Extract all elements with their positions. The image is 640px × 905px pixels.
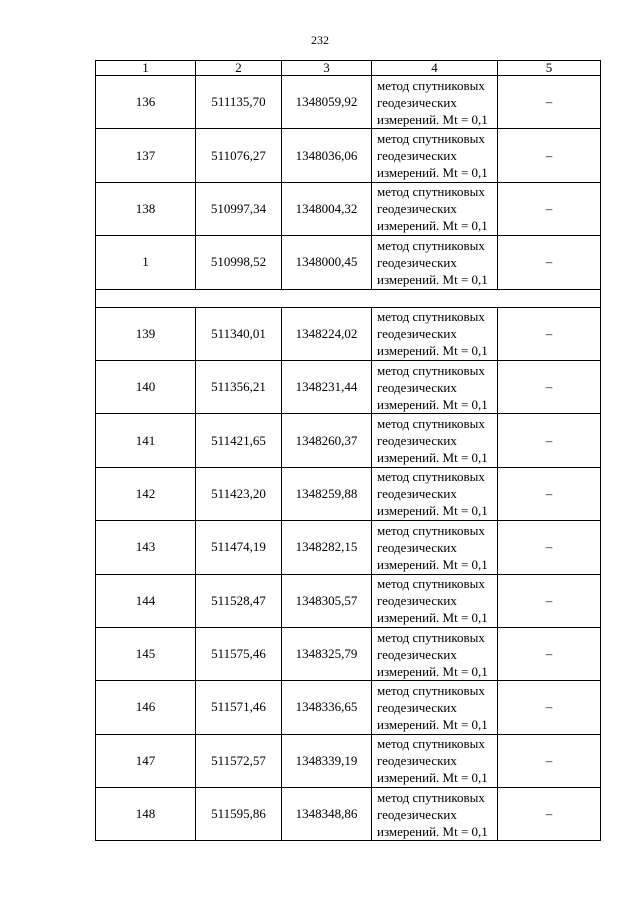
- note-cell: –: [498, 734, 601, 787]
- method-text-line: измерений. Mt = 0,1: [377, 343, 488, 359]
- method-cell: [372, 182, 498, 235]
- table-row: [96, 182, 601, 235]
- method-text-line: метод спутниковых: [377, 184, 485, 200]
- x-coordinate-cell: 511340,01: [196, 307, 282, 360]
- y-coordinate-cell: 1348336,65: [282, 681, 372, 734]
- method-cell: [372, 414, 498, 467]
- table-row: [96, 734, 601, 787]
- point-number-cell: 145: [96, 627, 196, 680]
- column-header: 2: [196, 61, 282, 76]
- note-cell: –: [498, 521, 601, 574]
- method-cell: [372, 627, 498, 680]
- x-coordinate-cell: 511595,86: [196, 788, 282, 841]
- point-number-cell: 146: [96, 681, 196, 734]
- note-cell: –: [498, 360, 601, 413]
- note-cell: –: [498, 627, 601, 680]
- method-text-line: метод спутниковых: [377, 131, 485, 147]
- table-row: [96, 681, 601, 734]
- method-text-line: геодезических: [377, 148, 457, 164]
- method-text-line: измерений. Mt = 0,1: [377, 503, 488, 519]
- table-row: [96, 627, 601, 680]
- note-cell: –: [498, 76, 601, 129]
- point-number-cell: 139: [96, 307, 196, 360]
- column-header: 5: [498, 61, 601, 76]
- table-row: [96, 129, 601, 182]
- point-number-cell: 141: [96, 414, 196, 467]
- note-cell: –: [498, 681, 601, 734]
- separator-cell: [96, 289, 601, 307]
- x-coordinate-cell: 511076,27: [196, 129, 282, 182]
- x-coordinate-cell: 511135,70: [196, 76, 282, 129]
- method-text-line: геодезических: [377, 699, 457, 715]
- method-text-line: измерений. Mt = 0,1: [377, 556, 488, 572]
- method-text-line: геодезических: [377, 486, 457, 502]
- column-header: 1: [96, 61, 196, 76]
- table-row: [96, 307, 601, 360]
- page-number: 232: [311, 33, 329, 47]
- method-text-line: метод спутниковых: [377, 522, 485, 538]
- x-coordinate-cell: 511528,47: [196, 574, 282, 627]
- method-text-line: метод спутниковых: [377, 576, 485, 592]
- y-coordinate-cell: 1348348,86: [282, 788, 372, 841]
- method-text-line: метод спутниковых: [377, 362, 485, 378]
- method-text-line: геодезических: [377, 94, 457, 110]
- method-text-line: метод спутниковых: [377, 736, 485, 752]
- x-coordinate-cell: 511474,19: [196, 521, 282, 574]
- method-text-line: геодезических: [377, 254, 457, 270]
- method-text-line: геодезических: [377, 433, 457, 449]
- table-row: [96, 76, 601, 129]
- method-text-line: метод спутниковых: [377, 629, 485, 645]
- y-coordinate-cell: 1348305,57: [282, 574, 372, 627]
- y-coordinate-cell: 1348231,44: [282, 360, 372, 413]
- x-coordinate-cell: 511571,46: [196, 681, 282, 734]
- column-header: 4: [372, 61, 498, 76]
- method-cell: [372, 360, 498, 413]
- y-coordinate-cell: 1348224,02: [282, 307, 372, 360]
- method-text-line: геодезических: [377, 593, 457, 609]
- method-text-line: измерений. Mt = 0,1: [377, 165, 488, 181]
- method-cell: [372, 681, 498, 734]
- method-text-line: метод спутниковых: [377, 682, 485, 698]
- method-text-line: геодезических: [377, 326, 457, 342]
- point-number-cell: 140: [96, 360, 196, 413]
- method-cell: [372, 788, 498, 841]
- x-coordinate-cell: 511572,57: [196, 734, 282, 787]
- method-text-line: измерений. Mt = 0,1: [377, 770, 488, 786]
- method-text-line: измерений. Mt = 0,1: [377, 396, 488, 412]
- y-coordinate-cell: 1348339,19: [282, 734, 372, 787]
- x-coordinate-cell: 511356,21: [196, 360, 282, 413]
- method-text-line: измерений. Mt = 0,1: [377, 663, 488, 679]
- point-number-cell: 138: [96, 182, 196, 235]
- y-coordinate-cell: 1348000,45: [282, 236, 372, 289]
- note-cell: –: [498, 307, 601, 360]
- y-coordinate-cell: 1348004,32: [282, 182, 372, 235]
- method-text-line: метод спутниковых: [377, 789, 485, 805]
- x-coordinate-cell: 511421,65: [196, 414, 282, 467]
- column-header: 3: [282, 61, 372, 76]
- point-number-cell: 142: [96, 467, 196, 520]
- note-cell: –: [498, 129, 601, 182]
- method-text-line: геодезических: [377, 201, 457, 217]
- method-cell: [372, 467, 498, 520]
- point-number-cell: 147: [96, 734, 196, 787]
- method-text-line: метод спутниковых: [377, 237, 485, 253]
- method-text-line: геодезических: [377, 646, 457, 662]
- x-coordinate-cell: 511423,20: [196, 467, 282, 520]
- note-cell: –: [498, 788, 601, 841]
- note-cell: –: [498, 574, 601, 627]
- table-row: [96, 467, 601, 520]
- y-coordinate-cell: 1348260,37: [282, 414, 372, 467]
- method-text-line: метод спутниковых: [377, 469, 485, 485]
- table-header-row: [96, 61, 601, 76]
- table-row: [96, 360, 601, 413]
- method-text-line: геодезических: [377, 539, 457, 555]
- point-number-cell: 148: [96, 788, 196, 841]
- method-text-line: геодезических: [377, 753, 457, 769]
- method-cell: [372, 236, 498, 289]
- point-number-cell: 1: [96, 236, 196, 289]
- table-row: [96, 574, 601, 627]
- note-cell: –: [498, 182, 601, 235]
- x-coordinate-cell: 511575,46: [196, 627, 282, 680]
- y-coordinate-cell: 1348036,06: [282, 129, 372, 182]
- coordinates-table: [95, 60, 601, 841]
- method-text-line: измерений. Mt = 0,1: [377, 450, 488, 466]
- method-cell: [372, 307, 498, 360]
- point-number-cell: 144: [96, 574, 196, 627]
- method-cell: [372, 129, 498, 182]
- table-row: [96, 521, 601, 574]
- point-number-cell: 136: [96, 76, 196, 129]
- note-cell: –: [498, 236, 601, 289]
- method-text-line: измерений. Mt = 0,1: [377, 610, 488, 626]
- method-text-line: метод спутниковых: [377, 416, 485, 432]
- table-row: [96, 236, 601, 289]
- method-text-line: геодезических: [377, 379, 457, 395]
- method-cell: [372, 76, 498, 129]
- method-cell: [372, 521, 498, 574]
- method-text-line: геодезических: [377, 806, 457, 822]
- separator-row: [96, 289, 601, 307]
- note-cell: –: [498, 414, 601, 467]
- point-number-cell: 143: [96, 521, 196, 574]
- x-coordinate-cell: 510998,52: [196, 236, 282, 289]
- y-coordinate-cell: 1348325,79: [282, 627, 372, 680]
- x-coordinate-cell: 510997,34: [196, 182, 282, 235]
- y-coordinate-cell: 1348059,92: [282, 76, 372, 129]
- method-text-line: измерений. Mt = 0,1: [377, 716, 488, 732]
- y-coordinate-cell: 1348259,88: [282, 467, 372, 520]
- method-text-line: измерений. Mt = 0,1: [377, 271, 488, 287]
- note-cell: –: [498, 467, 601, 520]
- method-cell: [372, 574, 498, 627]
- table-row: [96, 414, 601, 467]
- method-cell: [372, 734, 498, 787]
- y-coordinate-cell: 1348282,15: [282, 521, 372, 574]
- table-row: [96, 788, 601, 841]
- method-text-line: метод спутниковых: [377, 77, 485, 93]
- method-text-line: измерений. Mt = 0,1: [377, 111, 488, 127]
- method-text-line: метод спутниковых: [377, 309, 485, 325]
- point-number-cell: 137: [96, 129, 196, 182]
- method-text-line: измерений. Mt = 0,1: [377, 823, 488, 839]
- method-text-line: измерений. Mt = 0,1: [377, 218, 488, 234]
